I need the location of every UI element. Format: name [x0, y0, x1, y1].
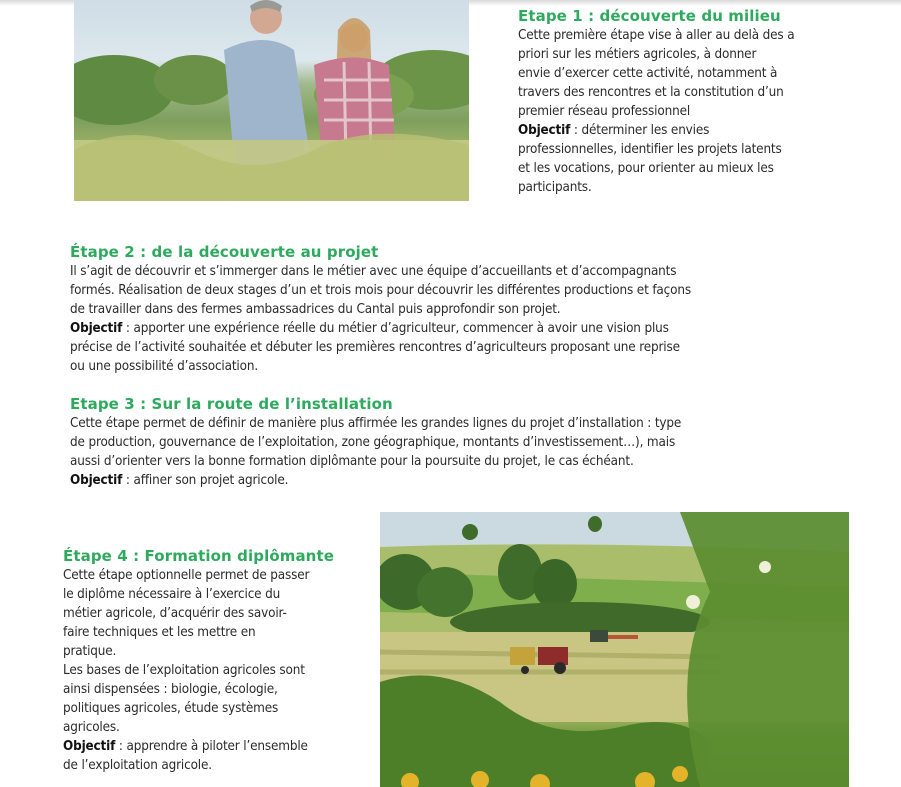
photo-farm-landscape [380, 512, 849, 787]
objective-text: : apporter une expérience réelle du métier d’agriculteur, commencer à avoir une vision plus [122, 321, 669, 336]
text-line: Cette étape permet de définir de manière plus affirmée les grandes lignes du projet d’installation : type [70, 416, 682, 431]
text-line: participants. [518, 180, 592, 195]
objective-text: : déterminer les envies [570, 123, 710, 138]
text-line: priori sur les métiers agricoles, à donner [518, 47, 757, 62]
text-line: pratique. [63, 644, 117, 659]
objective-line [70, 319, 870, 338]
step-1-section [518, 7, 898, 197]
text-line: le diplôme nécessaire à l’exercice du [63, 587, 281, 602]
text-line: Les bases de l’exploitation agricoles sont [63, 663, 305, 678]
landscape-photo-illustration [380, 512, 849, 787]
objective-label: Objectif [518, 123, 571, 138]
step-4-section [63, 547, 373, 775]
text-line: Cette étape optionnelle permet de passer [63, 568, 310, 583]
step-2-section [70, 243, 870, 376]
text-line: premier réseau professionnel [518, 104, 691, 119]
step-2-description [70, 262, 870, 376]
text-line: Cette première étape vise à aller au delà des a [518, 28, 795, 43]
step-1-heading: Etape 1 : découverte du milieu [518, 7, 781, 25]
text-line: précise de l’activité souhaitée et débuter les premières rencontres d’agriculteurs proposant une reprise [70, 340, 680, 355]
step-3-heading: Etape 3 : Sur la route de l’installation [70, 395, 393, 413]
objective-line [63, 737, 373, 756]
farmers-photo-illustration [74, 0, 469, 201]
objective-label: Objectif [63, 739, 116, 754]
text-line: et les vocations, pour orienter au mieux les [518, 161, 774, 176]
text-line: Il s’agit de découvrir et s’immerger dans le métier avec une équipe d’accueillants et d’accompagnants [70, 264, 677, 279]
text-line: envie d’exercer cette activité, notamment à [518, 66, 778, 81]
text-line: agricoles. [63, 720, 120, 735]
objective-line [518, 121, 898, 140]
step-4-heading: Étape 4 : Formation diplômante [63, 547, 335, 565]
objective-line [70, 471, 870, 490]
step-2-heading: Étape 2 : de la découverte au projet [70, 243, 379, 261]
text-line: métier agricole, d’acquérir des savoir- [63, 606, 287, 621]
text-line: ainsi dispensées : biologie, écologie, [63, 682, 278, 697]
text-line: formés. Réalisation de deux stages d’un et trois mois pour découvrir les différentes productions et façons [70, 283, 691, 298]
text-line: faire techniques et les mettre en [63, 625, 256, 640]
objective-label: Objectif [70, 473, 123, 488]
step-3-description [70, 414, 870, 490]
objective-text: : apprendre à piloter l’ensemble [115, 739, 308, 754]
step-1-description [518, 26, 898, 197]
text-line: travers des rencontres et la constitution d’un [518, 85, 784, 100]
text-line: de l’exploitation agricole. [63, 758, 212, 773]
step-4-description [63, 566, 373, 775]
objective-text: : affiner son projet agricole. [122, 473, 289, 488]
text-line: de travailler dans des fermes ambassadrices du Cantal puis approfondir son projet. [70, 302, 561, 317]
text-line: de production, gouvernance de l’exploitation, zone géographique, montants d’investissement…), mais [70, 435, 676, 450]
objective-label: Objectif [70, 321, 123, 336]
text-line: professionnelles, identifier les projets latents [518, 142, 782, 157]
text-line: ou une possibilité d’association. [70, 359, 258, 374]
text-line: politiques agricoles, étude systèmes [63, 701, 279, 716]
text-line: aussi d’orienter vers la bonne formation diplômante pour la poursuite du projet, le cas échéant. [70, 454, 634, 469]
step-3-section [70, 395, 870, 490]
photo-farmers-in-field [74, 0, 469, 201]
